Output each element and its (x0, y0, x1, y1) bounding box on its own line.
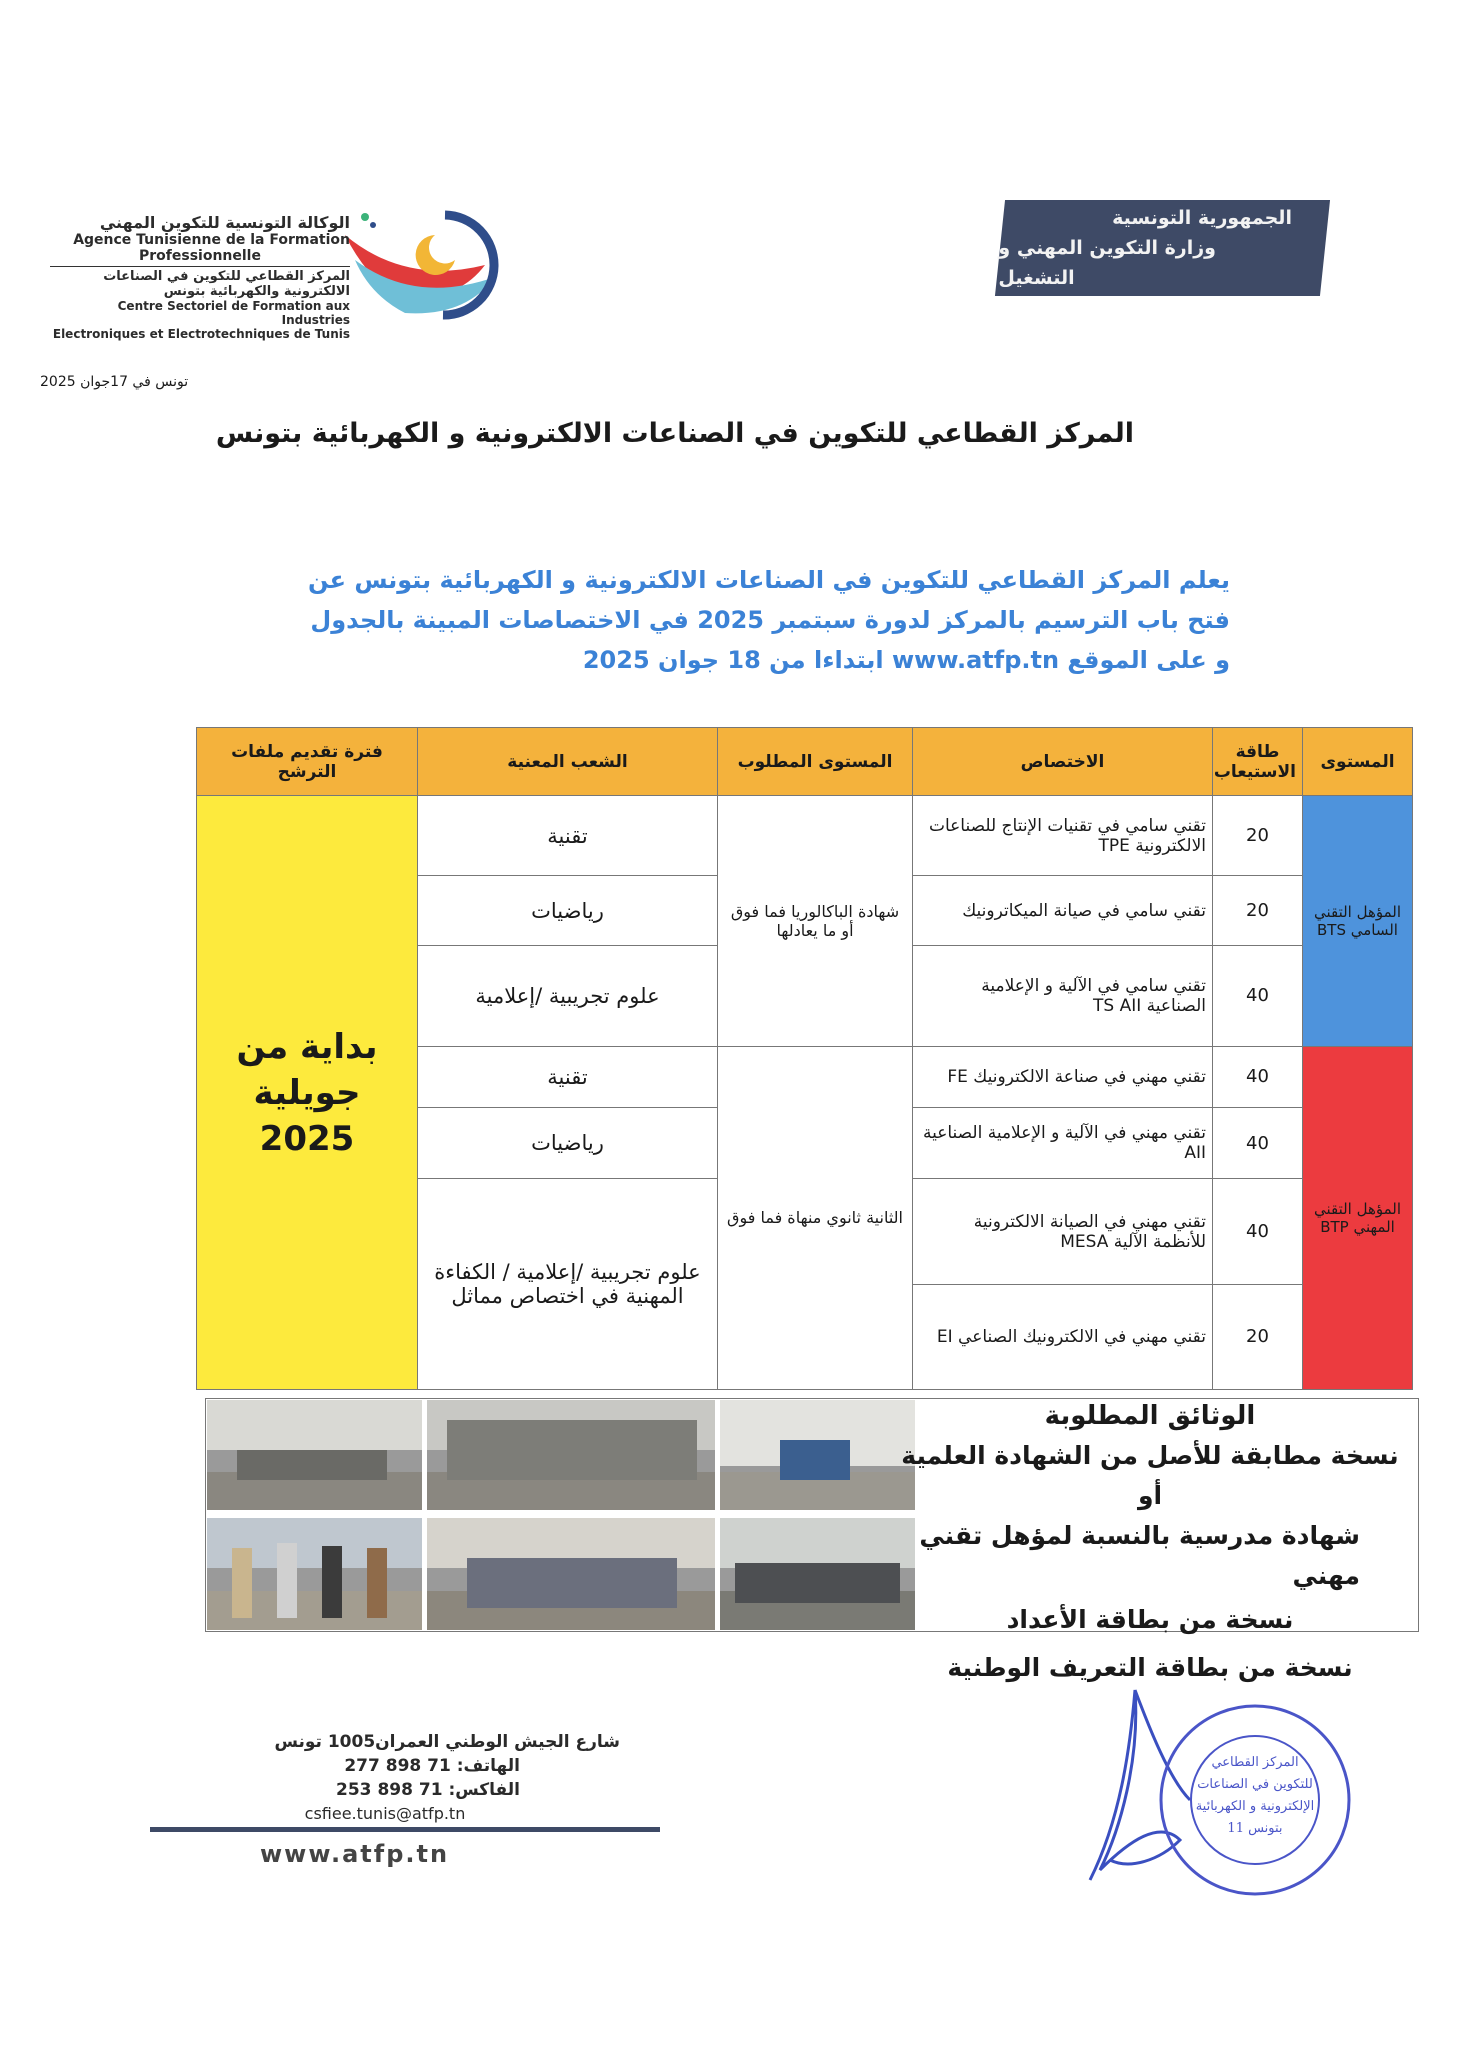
documents-title: الوثائق المطلوبة (1044, 1401, 1256, 1431)
agency-divider (50, 266, 350, 267)
capacity-cell: 40 (1213, 1046, 1303, 1107)
branch-cell: تقنية (418, 1046, 718, 1107)
required-level-btp: الثانية ثانوي منهاة فما فوق (718, 1046, 913, 1389)
application-period (197, 796, 418, 1390)
announcement-line3: و على الموقع www.atfp.tn ابتداءا من 18 جوان 2025 (582, 646, 1230, 674)
capacity-cell: 20 (1213, 876, 1303, 945)
document-item: نسخة مطابقة للأصل من الشهادة العلمية أو (901, 1441, 1399, 1510)
stamp-line: للتكوين في الصناعات (1197, 1777, 1313, 1792)
specialty-cell: تقني مهني في الالكترونيك الصناعي EI (913, 1284, 1213, 1389)
ministry-banner (995, 200, 1330, 296)
specialty-cell: تقني سامي في الآلية و الإعلامية الصناعية TS AII (913, 945, 1213, 1046)
footer-fax: الفاكس: 71 898 253 (336, 1780, 520, 1800)
atfp-logo (335, 205, 515, 325)
group-photo (427, 1518, 715, 1630)
announcement (307, 560, 1230, 680)
header-branches: الشعب المعنية (418, 728, 718, 796)
building-photo (720, 1400, 915, 1510)
photo-collage (207, 1400, 917, 1630)
capacity-cell: 40 (1213, 1107, 1303, 1179)
table-row (197, 796, 1413, 876)
agency-name-fr-2: Professionnelle (139, 248, 261, 264)
document-item: نسخة من بطاقة الأعداد (1006, 1605, 1294, 1634)
official-stamp (1155, 1700, 1355, 1900)
logo-crescent (416, 235, 455, 275)
agency-name-fr-1: Agence Tunisienne de la Formation (73, 232, 350, 248)
ministry-line1: الجمهورية التونسية (1112, 207, 1293, 229)
document-date: تونس في 17جوان 2025 (40, 374, 189, 390)
header-level: المستوى (1303, 728, 1413, 796)
agency-block (50, 213, 350, 341)
table-header-row (197, 728, 1413, 796)
ministry-line2: وزارة التكوين المهني و التشغيل (998, 237, 1217, 289)
capacity-cell: 40 (1213, 1179, 1303, 1284)
branch-cell: تقنية (418, 796, 718, 876)
document-item: نسخة من بطاقة التعريف الوطنية (947, 1653, 1353, 1682)
group-photo (207, 1518, 422, 1630)
capacity-cell: 40 (1213, 945, 1303, 1046)
announcement-line2: فتح باب الترسيم بالمركز لدورة سبتمبر 2025 في الاختصاصات المبينة بالجدول (310, 606, 1230, 634)
stamp-line: الإلكترونية و الكهربائية (1195, 1799, 1315, 1814)
logo-dot (361, 213, 369, 221)
specialty-cell: تقني مهني في صناعة الالكترونيك FE (913, 1046, 1213, 1107)
level-btp: المؤهل التقني المهني BTP (1303, 1046, 1413, 1389)
center-name-ar-2: الالكترونية والكهربائية بتونس (163, 284, 350, 299)
branch-cell: علوم تجريبية /إعلامية / الكفاءة المهنية في اختصاص مماثل (418, 1179, 718, 1390)
agency-name-ar: الوكالة التونسية للتكوين المهني (99, 213, 350, 232)
specialty-cell: تقني سامي في صيانة الميكاترونيك (913, 876, 1213, 945)
required-level-bts: شهادة الباكالوريا فما فوق أو ما يعادلها (718, 796, 913, 1046)
specialty-cell: تقني مهني في الصيانة الالكترونية للأنظمة الآلية MESA (913, 1179, 1213, 1284)
workshop-photo (207, 1400, 422, 1510)
footer-website: www.atfp.tn (260, 1840, 450, 1868)
specialty-cell: تقني سامي في تقنيات الإنتاج للصناعات الالكترونية TPE (913, 796, 1213, 876)
header-period: فترة تقديم ملفات الترشح (197, 728, 418, 796)
footer-phone: الهاتف: 71 898 277 (344, 1756, 520, 1776)
required-documents (900, 1396, 1400, 1688)
workshop-photo (427, 1400, 715, 1510)
level-bts: المؤهل التقني السامي BTS (1303, 796, 1413, 1046)
center-name-fr-2: Electroniques et Electrotechniques de Tunis (52, 327, 350, 341)
branch-cell: رياضيات (418, 1107, 718, 1179)
header-specialty: الاختصاص (913, 728, 1213, 796)
stamp-line: المركز القطاعي (1211, 1755, 1299, 1770)
header-required-level: المستوى المطلوب (718, 728, 913, 796)
lab-photo (720, 1518, 915, 1630)
document-item: شهادة مدرسية بالنسبة لمؤهل تقني مهني (919, 1521, 1360, 1590)
capacity-cell: 20 (1213, 1284, 1303, 1389)
capacity-cell: 20 (1213, 796, 1303, 876)
specialty-cell: تقني مهني في الآلية و الإعلامية الصناعية AII (913, 1107, 1213, 1179)
programs-table (196, 727, 1413, 1390)
footer-email: csfiee.tunis@atfp.tn (304, 1804, 466, 1823)
period-line1: بداية من (236, 1026, 378, 1067)
center-name-fr-1: Centre Sectoriel de Formation aux Industries (117, 299, 350, 327)
stamp-line: بتونس 11 (1227, 1821, 1283, 1836)
branch-cell: رياضيات (418, 876, 718, 945)
period-line2: جويلية 2025 (253, 1072, 361, 1159)
footer-address: شارع الجيش الوطني العمران1005 تونس (274, 1732, 620, 1752)
page-title: المركز القطاعي للتكوين في الصناعات الالكترونية و الكهربائية بتونس (215, 418, 1135, 449)
logo-dot (370, 222, 376, 228)
announcement-line1: يعلم المركز القطاعي للتكوين في الصناعات الالكترونية و الكهربائية بتونس عن (307, 566, 1230, 594)
branch-cell: علوم تجريبية /إعلامية (418, 945, 718, 1046)
center-name-ar-1: المركز القطاعي للتكوين في الصناعات (103, 269, 350, 284)
header-capacity: طاقة الاستيعاب (1213, 728, 1303, 796)
footer-divider (150, 1827, 660, 1832)
footer-contact (150, 1730, 620, 1826)
